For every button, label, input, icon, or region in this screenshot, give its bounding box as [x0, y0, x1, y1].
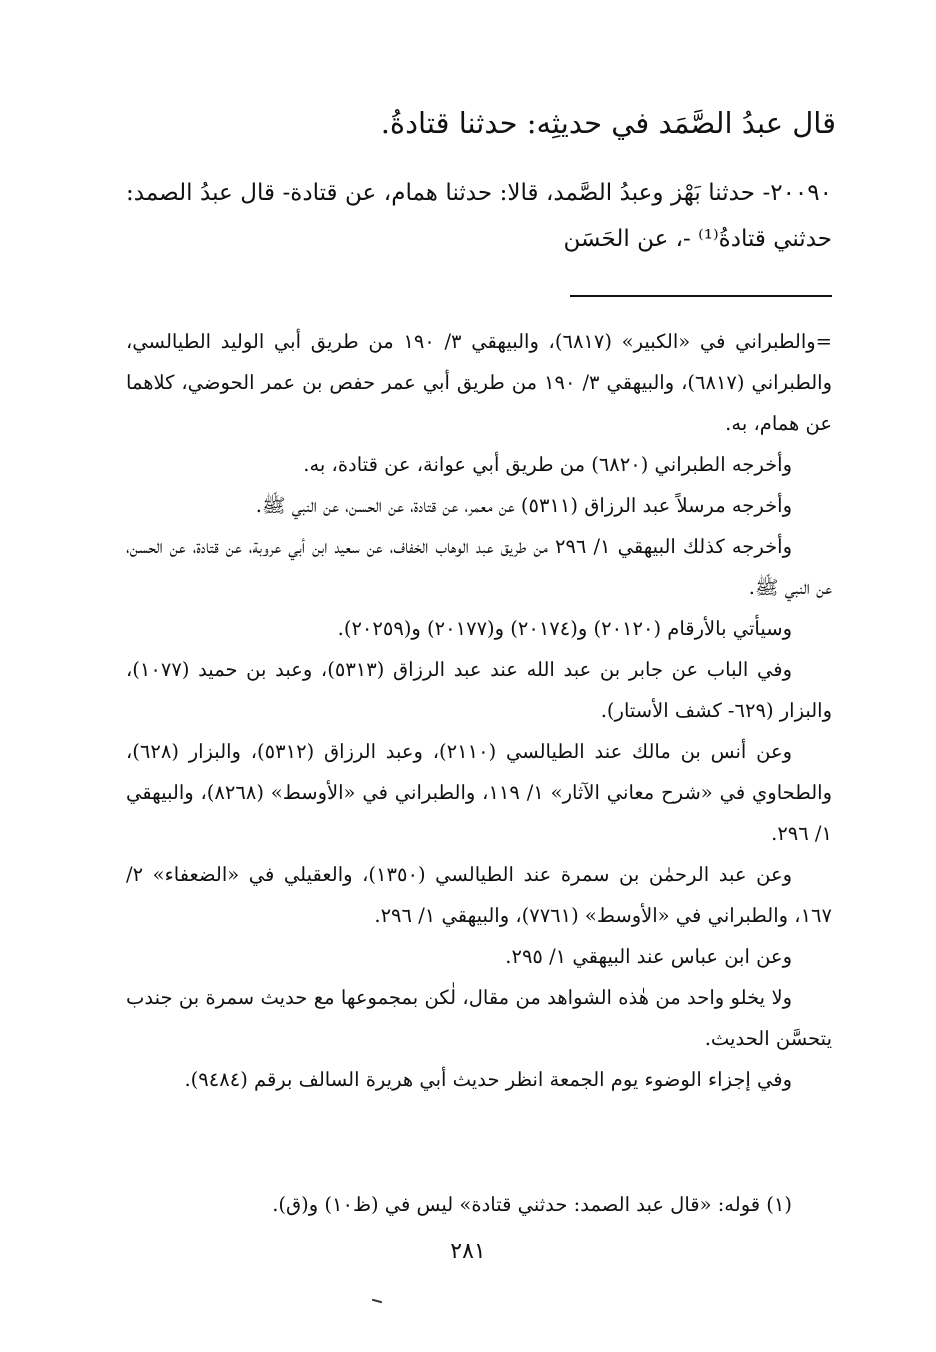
heading-line: قال عبدُ الصَّمَد في حديثِه: حدثنا قتادةُ.	[380, 106, 836, 140]
note-paragraph: =والطبراني في «الكبير» (٦٨١٧)، والبيهقي ٣/ ١٩٠ من طريق أبي الوليد الطيالسي، والطبراني (٦٨١٧)، والبيهقي ٣/ ١٩٠ من طريق أبي عمر حفص بن عمر الحوضي، كلاهما عن همام، به.	[126, 330, 832, 435]
footnote	[126, 1186, 832, 1224]
page-number: ٢٨١	[450, 1239, 486, 1264]
note-paragraph: وعن عبد الرحمٰن بن سمرة عند الطيالسي (١٣٥٠)، والعقيلي في «الضعفاء» ٢/ ١٦٧، والطبراني في «الأوسط» (٧٧٦١)، والبيهقي ١/ ٢٩٦.	[126, 863, 832, 927]
footnote-text: (١) قوله: «قال عبد الصمد: حدثني قتادة» ليس في (ظ١٠) و(ق).	[272, 1193, 792, 1216]
note-paragraph: وأخرجه الطبراني (٦٨٢٠) من طريق أبي عوانة، عن قتادة، به.	[303, 453, 792, 476]
note-paragraph: وسيأتي بالأرقام (٢٠١٢٠) و(٢٠١٧٤) و(٢٠١٧٧) و(٢٠٢٥٩).	[337, 617, 792, 640]
hadith-text: ٢٠٠٩٠- حدثنا بَهْز وعبدُ الصَّمد، قالا: حدثنا همام، عن قتادة- قال عبدُ الصمد: حدثني قتادةُ⁽¹⁾ -، عن الحَسَن	[126, 180, 832, 252]
note-paragraph: وعن ابن عباس عند البيهقي ١/ ٢٩٥.	[505, 945, 792, 968]
footnote-separator	[570, 295, 832, 297]
note-paragraph: وأخرجه مرسلاً عبد الرزاق (٥٣١١) عن معمر، عن قتادة، عن الحسن، عن النبي ﷺ.	[255, 494, 792, 517]
note-paragraph: وفي إجزاء الوضوء يوم الجمعة انظر حديث أبي هريرة السالف برقم (٩٤٨٤).	[184, 1068, 792, 1091]
commentary-notes	[126, 321, 832, 1100]
scan-mark	[372, 1299, 382, 1304]
note-paragraph: وأخرجه كذلك البيهقي ١/ ٢٩٦ من طريق عبد الوهاب الخفاف، عن سعيد ابن أبي عروبة، عن قتادة، عن الحسن، عن النبي ﷺ.	[126, 535, 832, 599]
note-paragraph: ولا يخلو واحد من هٰذه الشواهد من مقال، لٰكن بمجموعها مع حديث سمرة بن جندب يتحسَّن الحديث.	[126, 986, 832, 1050]
note-paragraph: وفي الباب عن جابر بن عبد الله عند عبد الرزاق (٥٣١٣)، وعبد بن حميد (١٠٧٧)، والبزار (٦٢٩- كشف الأستار).	[126, 658, 832, 722]
note-paragraph: وعن أنس بن مالك عند الطيالسي (٢١١٠)، وعبد الرزاق (٥٣١٢)، والبزار (٦٢٨)، والطحاوي في «شرح معاني الآثار» ١/ ١١٩، والطبراني في «الأوسط» (٨٢٦٨)، والبيهقي ١/ ٢٩٦.	[126, 740, 832, 845]
